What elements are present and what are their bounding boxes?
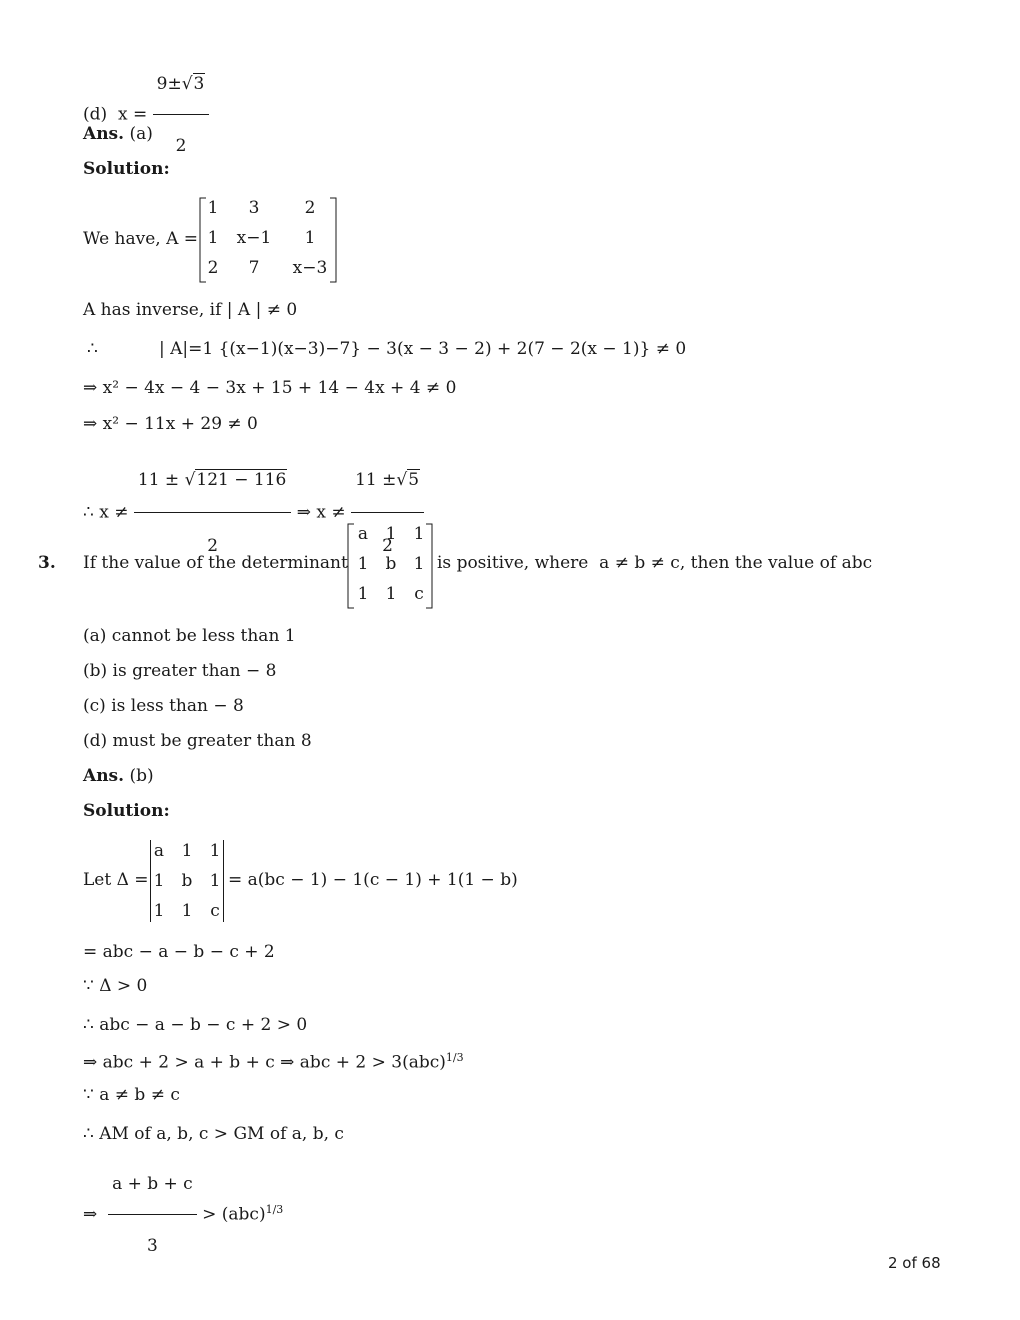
solution-step: ∵ a ≠ b ≠ c — [83, 1085, 180, 1105]
determinant-expansion: | A|=1 {(x−1)(x−3)−7} − 3(x − 3 − 2) + 2(7 − 2(x − 1)} ≠ 0 — [159, 339, 687, 359]
page-number: 2 of 68 — [888, 1254, 941, 1272]
we-have-label: We have, A = — [83, 229, 199, 249]
option-d — [83, 58, 209, 172]
solution-heading: Solution: — [83, 801, 170, 821]
implication-line-1: ⇒ x² − 4x − 4 − 3x + 15 + 14 − 4x + 4 ≠ 0 — [83, 378, 457, 398]
solution-step: ⇒ abc + 2 > a + b + c ⇒ abc + 2 > 3(abc)$^{1/3}$ — [83, 1051, 464, 1073]
question-text: If the value of the determinant — [83, 553, 348, 573]
solution-heading: Solution: — [83, 159, 170, 179]
option-c: (c) is less than − 8 — [83, 696, 244, 716]
implication-line-2: ⇒ x² − 11x + 29 ≠ 0 — [83, 414, 258, 434]
solution-step: = abc − a − b − c + 2 — [83, 942, 275, 962]
fraction: $\frac{a + b + c}{3}$ — [108, 1158, 197, 1272]
determinant-bar-right — [223, 840, 224, 922]
solution-step: ∴ abc − a − b − c + 2 > 0 — [83, 1015, 308, 1035]
equation-lhs: x = — [117, 104, 148, 125]
answer-line: Ans. (a) — [83, 124, 153, 144]
determinant-bar-left — [150, 840, 151, 922]
inverse-condition: A has inverse, if | A | ≠ 0 — [83, 300, 298, 320]
fraction: $\frac{11 \pm √121 - 116}{2}$ — [134, 452, 291, 574]
therefore-symbol: ∴ — [87, 339, 98, 359]
roots-line: ∴ x ≠ $\frac{11 \pm √121 - 116}{2}$ ⇒ x ≠ $\frac{11 \pm√5}{2}$ — [83, 452, 424, 574]
solution-step: ∵ Δ > 0 — [83, 976, 148, 996]
answer-line: Ans. (b) — [83, 766, 154, 786]
delta-determinant: a 1 1 1 b 1 1 1 c — [153, 841, 221, 921]
question-number: 3. — [38, 553, 56, 573]
question-determinant: a 1 1 1 b 1 1 1 c — [357, 524, 425, 604]
question-text-continued: is positive, where a ≠ b ≠ c, then the value of abc — [437, 553, 873, 573]
solution-step-fraction: ⇒ $\frac{a + b + c}{3}$ > (abc)$^{1/3}$ — [83, 1158, 283, 1272]
solution-step: ∴ AM of a, b, c > GM of a, b, c — [83, 1124, 344, 1144]
fraction: $\frac{9\pm√3}{2}$ — [153, 58, 210, 172]
option-d: (d) must be greater than 8 — [83, 731, 312, 751]
fraction: $\frac{11 \pm√5}{2}$ — [351, 452, 424, 574]
delta-expansion: = a(bc − 1) − 1(c − 1) + 1(1 − b) — [228, 870, 518, 890]
let-delta-label: Let Δ = — [83, 870, 149, 890]
option-b: (b) is greater than − 8 — [83, 661, 277, 681]
option-label: (d) — [83, 104, 108, 125]
option-a: (a) cannot be less than 1 — [83, 626, 296, 646]
matrix-a: 1 3 2 1 x−1 1 2 7 x−3 — [207, 198, 328, 278]
